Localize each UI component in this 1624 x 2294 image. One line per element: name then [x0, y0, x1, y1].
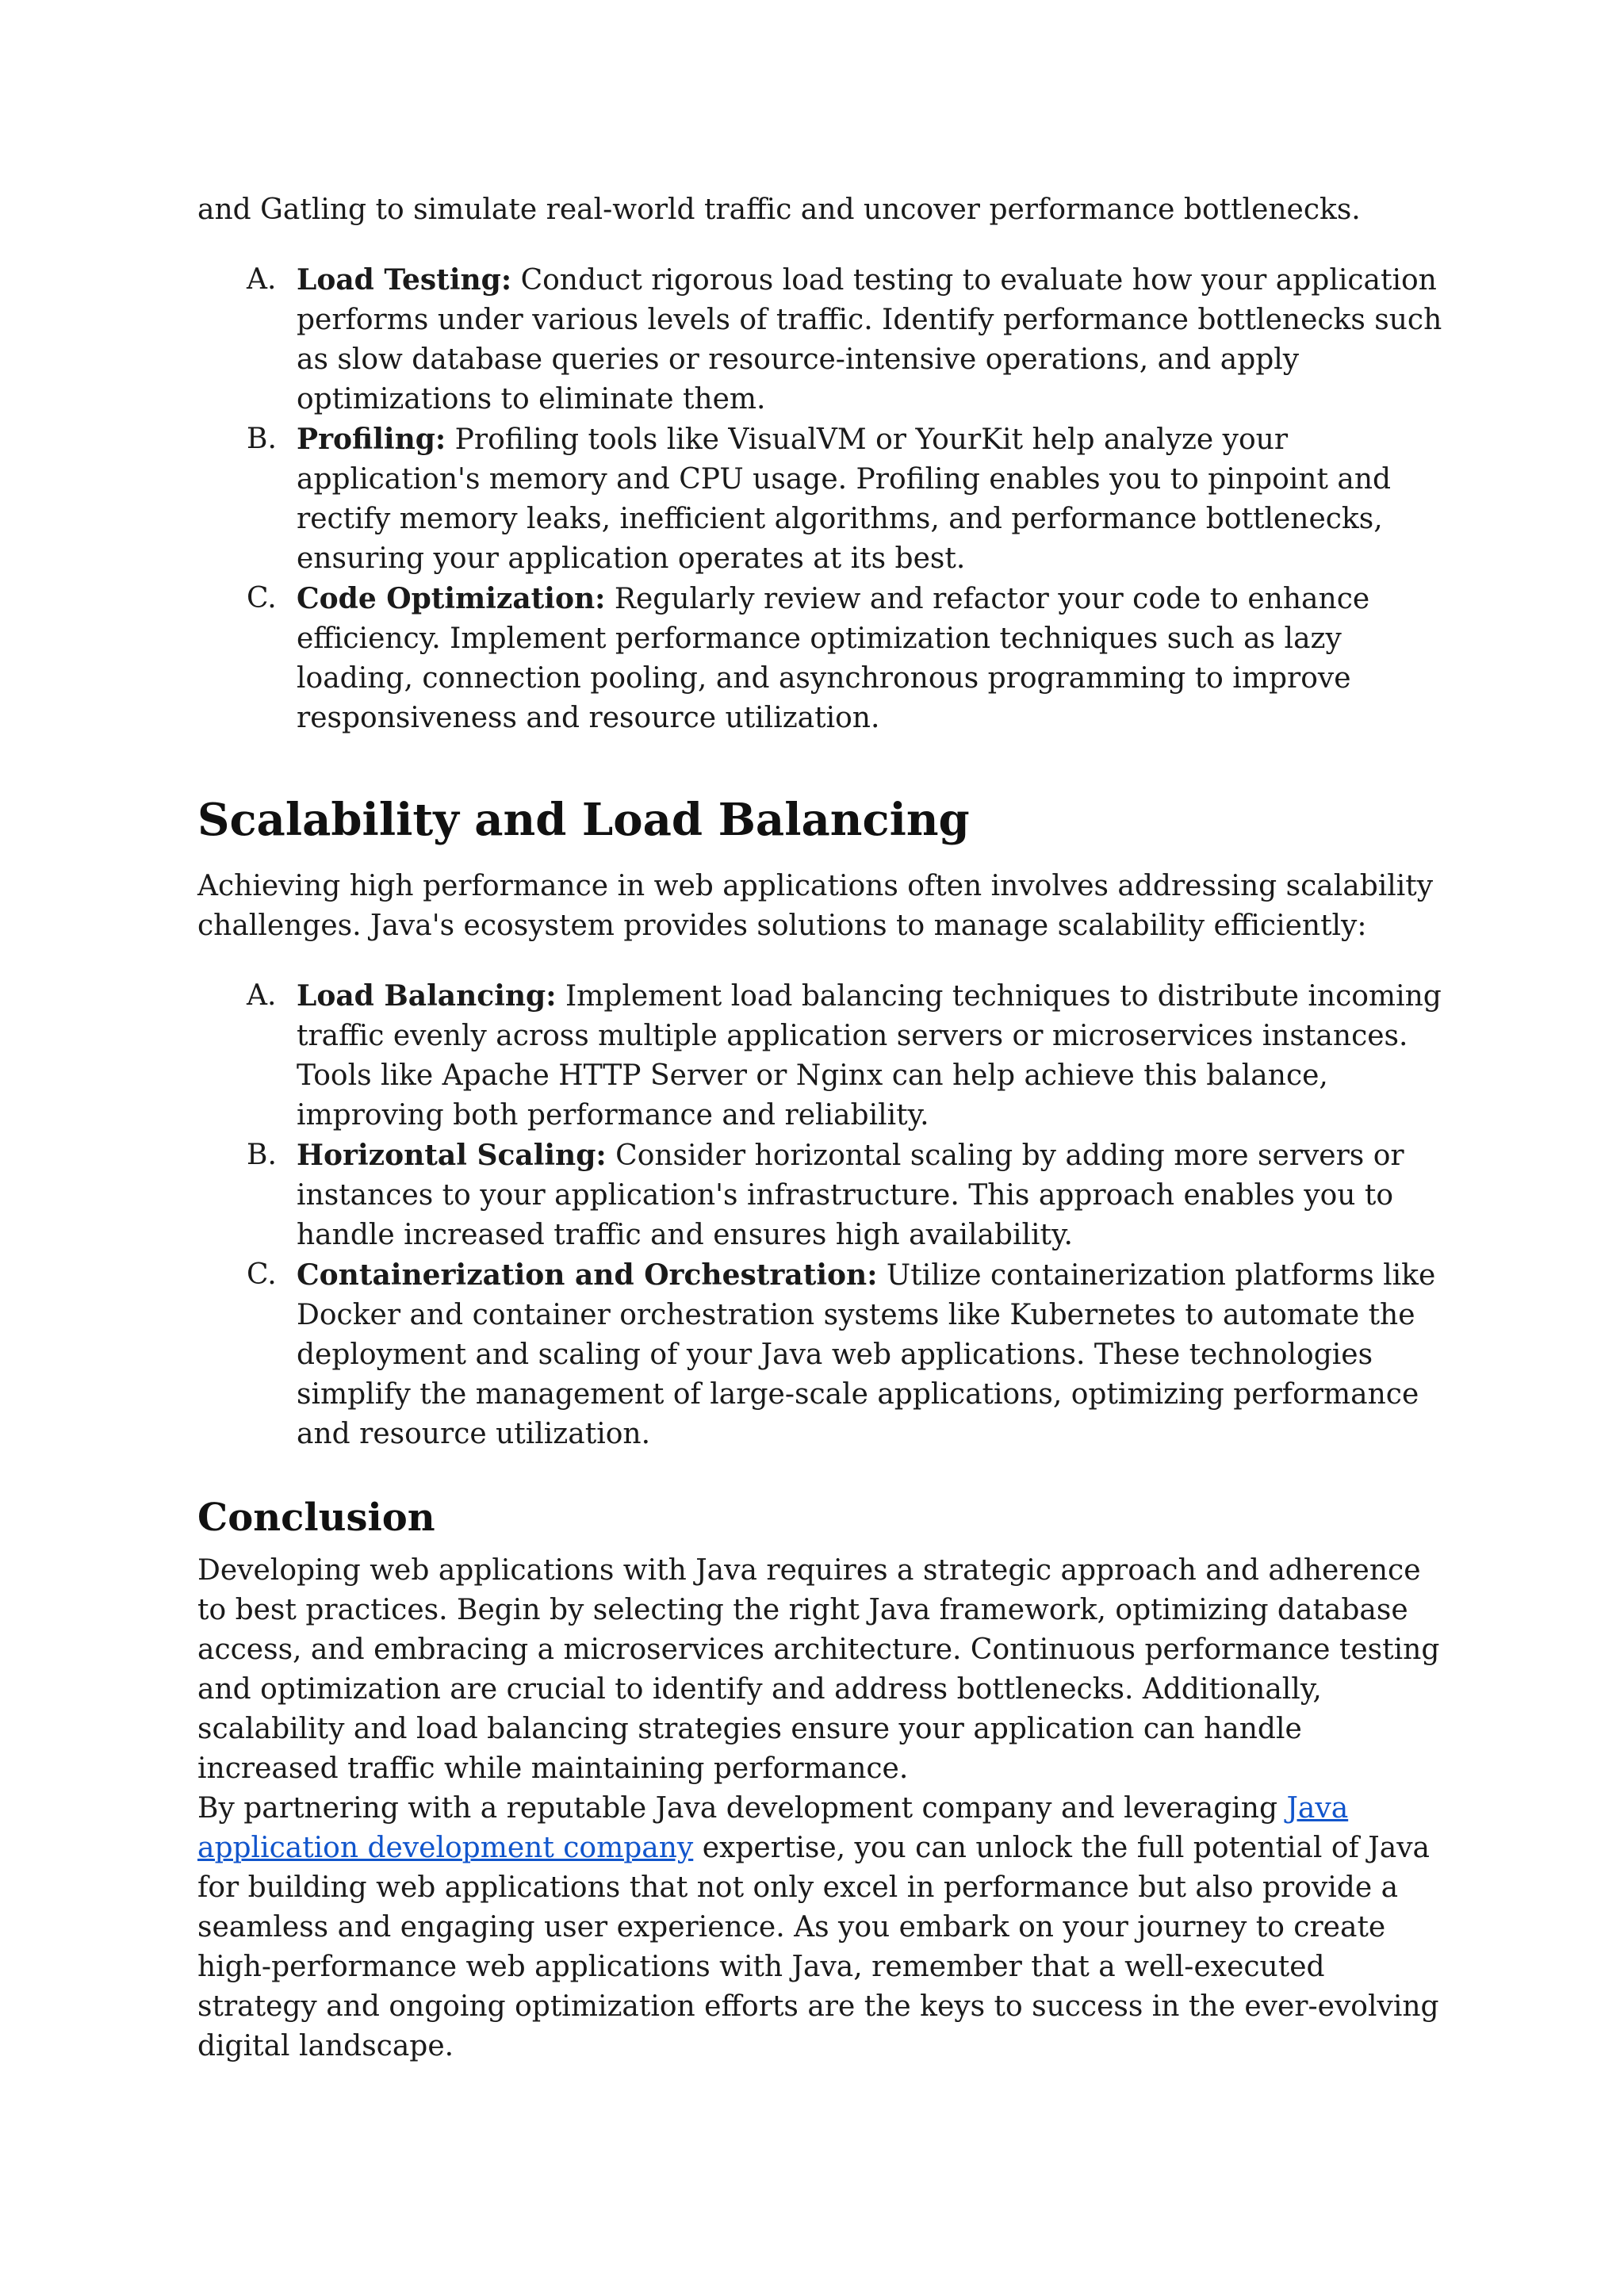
- list-item-term: Load Balancing:: [297, 979, 557, 1013]
- list-item: [197, 976, 1442, 1136]
- list-marker: A.: [247, 979, 277, 1012]
- list-item-text: Utilize containerization platforms like Docker and container orchestration systems like Kubernetes to automate the deployment and scaling of your Java web applications. These technologies simplify the management of large-scale applications, optimizing performance and resource utilization.: [297, 1259, 1436, 1450]
- list-item: [197, 1136, 1442, 1255]
- list-item-text: Regularly review and refactor your code to enhance efficiency. Implement performance optimization techniques such as lazy loading, connection pooling, and asynchronous programming to improve responsiveness and resource utilization.: [297, 583, 1370, 734]
- conclusion-text-after-link: expertise, you can unlock the full potential of Java for building web applications that not only excel in performance but also provide a seamless and engaging user experience. As you embark on your journey to create high-performance web applications with Java, remember that a well-executed strategy and ongoing optimization efforts are the keys to success in the ever-evolving digital landscape.: [197, 1832, 1439, 2062]
- list-item-term: Containerization and Orchestration:: [297, 1258, 878, 1292]
- list-marker: B.: [247, 1139, 277, 1171]
- scalability-list: [197, 976, 1442, 1454]
- list-item-text: Implement load balancing techniques to distribute incoming traffic evenly across multiple application servers or microservices instances. Tools like Apache HTTP Server or Nginx can help achieve this balance, improving both performance and reliability.: [297, 980, 1442, 1132]
- list-item: [197, 419, 1442, 579]
- conclusion-paragraph-1: Developing web applications with Java requires a strategic approach and adherence to best practices. Begin by selecting the right Java framework, optimizing database access, and embracing a microservices architecture. Continuous performance testing and optimization are crucial to identify and address bottlenecks. Additionally, scalability and load balancing strategies ensure your application can handle increased traffic while maintaining performance.: [197, 1554, 1440, 1785]
- list-item-term: Profiling:: [297, 423, 446, 456]
- list-item-term: Load Testing:: [297, 263, 512, 297]
- document-page: [197, 190, 1442, 2066]
- section-heading-conclusion: Conclusion: [197, 1496, 435, 1540]
- list-marker: C.: [247, 582, 277, 615]
- list-item-term: Horizontal Scaling:: [297, 1139, 607, 1172]
- performance-list: [197, 260, 1442, 738]
- list-item-text: Conduct rigorous load testing to evaluate how your application performs under various levels of traffic. Identify performance bottlenecks such as slow database queries or resource-intensive operations, and apply optimizations to eliminate them.: [297, 264, 1442, 416]
- section-heading-scalability: Scalability and Load Balancing: [197, 794, 970, 846]
- list-item-text: Profiling tools like VisualVM or YourKit help analyze your application's memory and CPU usage. Profiling enables you to pinpoint and rectify memory leaks, inefficient algorithms, and performance bottlenecks, ensuring your application operates at its best.: [297, 423, 1392, 575]
- scalability-paragraph: Achieving high performance in web applications often involves addressing scalability challenges. Java's ecosystem provides solutions to manage scalability efficiently:: [197, 870, 1434, 942]
- list-marker: A.: [247, 263, 277, 296]
- list-marker: C.: [247, 1258, 277, 1291]
- list-item: [197, 1255, 1442, 1454]
- java-application-development-company-link[interactable]: Java application development company: [197, 1792, 1349, 1864]
- list-item-term: Code Optimization:: [297, 582, 606, 615]
- list-item: [197, 260, 1442, 419]
- list-marker: B.: [247, 423, 277, 455]
- intro-paragraph: and Gatling to simulate real-world traffic and uncover performance bottlenecks.: [197, 193, 1361, 226]
- list-item-text: Consider horizontal scaling by adding more servers or instances to your application's infrastructure. This approach enables you to handle increased traffic and ensures high availability.: [297, 1139, 1404, 1251]
- conclusion-paragraph-2: [197, 1789, 1442, 2066]
- list-item: [197, 579, 1442, 738]
- conclusion-text-before-link: By partnering with a reputable Java development company and leveraging: [197, 1792, 1287, 1825]
